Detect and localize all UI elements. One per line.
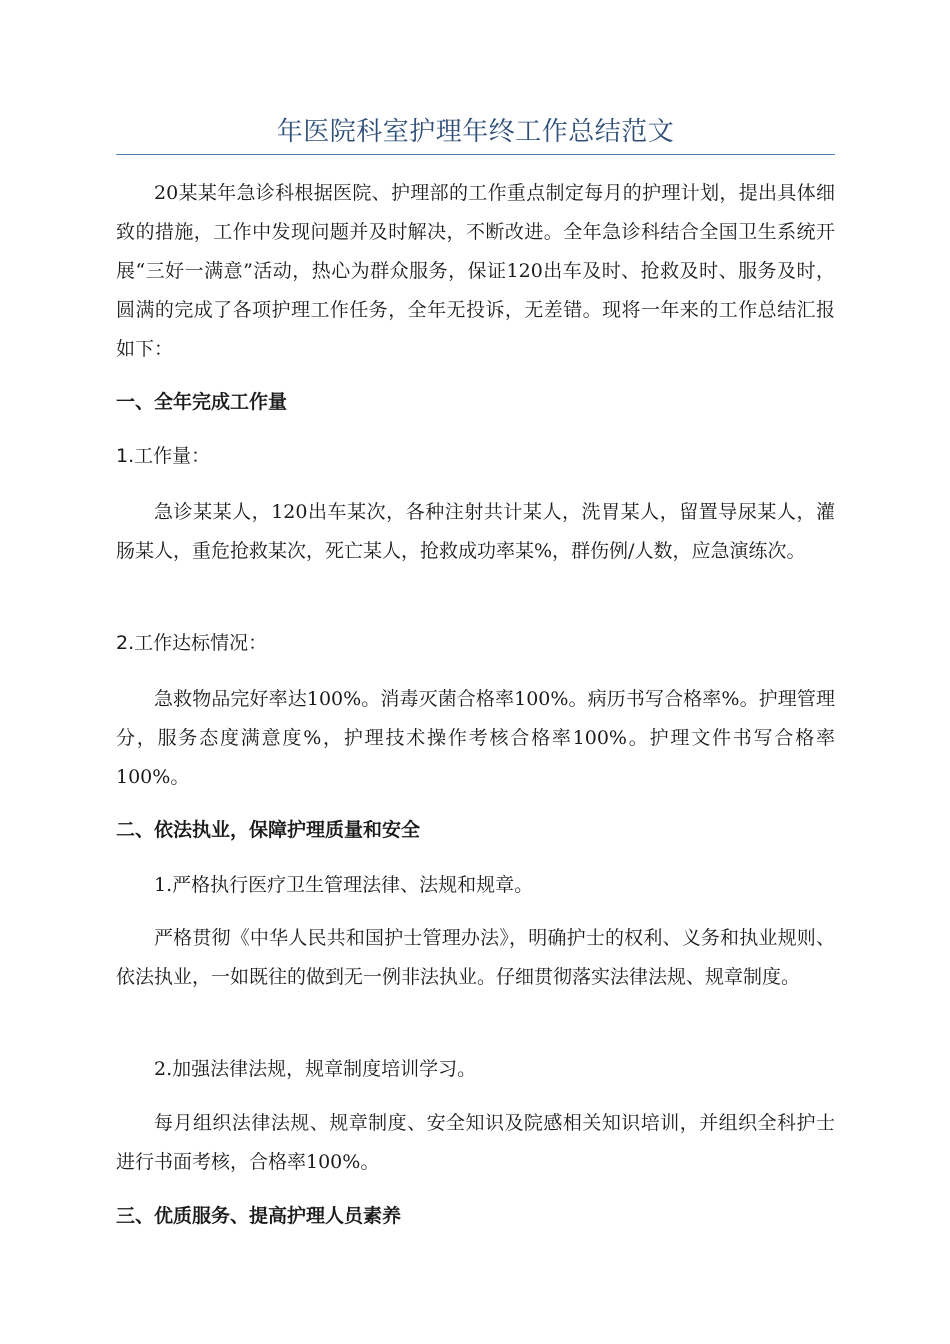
section1-sub1	[116, 441, 835, 471]
section2-para1-block	[116, 919, 835, 997]
section2-para2-block	[116, 1104, 835, 1182]
section2-item2-block	[116, 1054, 835, 1084]
document-page	[116, 0, 835, 1344]
sub1-label: 工作量：	[134, 445, 211, 467]
section1-sub2-block	[116, 628, 835, 658]
section1-sub2	[116, 628, 835, 658]
title-underline	[116, 154, 835, 155]
intro-paragraph: 20某某年急诊科根据医院、护理部的工作重点制定每月的护理计划，提出具体细致的措施，工作中发现问题并及时解决，不断改进。全年急诊科结合全国卫生系统开展“三好一满意”活动，热心为群众服务，保证120出车及时、抢救及时、服务及时，圆满的完成了各项护理工作任务，全年无投诉，无差错。现将一年来的工作总结汇报如下：	[116, 182, 835, 360]
section1-sub1-block	[116, 441, 835, 471]
intro-paragraph-block	[116, 174, 835, 369]
section1-heading: 一、全年完成工作量	[116, 391, 288, 413]
section2-item2: 2.加强法律法规，规章制度培训学习。	[154, 1058, 477, 1080]
document-title: 年医院科室护理年终工作总结范文	[276, 117, 675, 147]
section2-item1-block	[116, 870, 835, 900]
sub2-number: 2.	[116, 632, 135, 654]
sub2-label: 工作达标情况：	[134, 632, 268, 654]
section2-heading: 二、依法执业，保障护理质量和安全	[116, 819, 421, 841]
section2-para2: 每月组织法律法规、规章制度、安全知识及院感相关知识培训，并组织全科护士进行书面考核，合格率100%。	[116, 1112, 835, 1173]
section1-para1-block	[116, 493, 835, 571]
section2-heading-block	[116, 815, 835, 845]
section1-heading-block	[116, 387, 835, 417]
section3-heading-block	[116, 1201, 835, 1231]
section2-para1: 严格贯彻《中华人民共和国护士管理办法》，明确护士的权利、义务和执业规则、依法执业，一如既往的做到无一例非法执业。仔细贯彻落实法律法规、规章制度。	[116, 927, 835, 988]
section2-item1: 1.严格执行医疗卫生管理法律、法规和规章。	[154, 874, 534, 896]
section1-para1: 急诊某某人，120出车某次，各种注射共计某人，洗胃某人，留置导尿某人，灌肠某人，重危抢救某次，死亡某人，抢救成功率某%，群伤例/人数，应急演练次。	[116, 501, 835, 562]
sub1-number: 1.	[116, 445, 135, 467]
section1-para2-block	[116, 680, 835, 797]
section1-para2: 急救物品完好率达100%。消毒灭菌合格率100%。病历书写合格率%。护理管理分，服务态度满意度%，护理技术操作考核合格率100%。护理文件书写合格率100%。	[116, 688, 835, 788]
section3-heading: 三、优质服务、提高护理人员素养	[116, 1205, 402, 1227]
